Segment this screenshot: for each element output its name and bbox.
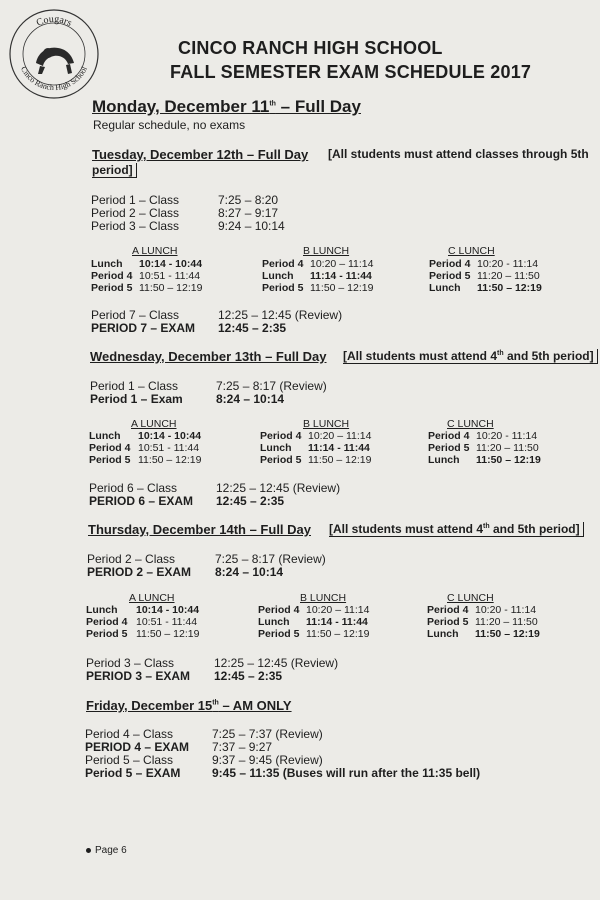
lunch-time: 10:14 - 10:44 (138, 430, 202, 442)
lunch-time: 10:20 - 11:14 (476, 430, 538, 442)
fri-row-time: 7:25 – 7:37 (Review) (212, 727, 323, 741)
school-name: CINCO RANCH HIGH SCHOOL (178, 38, 443, 58)
lunch-label: Lunch (262, 270, 294, 282)
lunch-label: Period 5 (89, 454, 131, 466)
lunch-label: Lunch (86, 604, 118, 616)
tue-exam-time: 12:45 – 2:35 (218, 321, 287, 335)
lunch-label: Period 4 (258, 604, 300, 616)
b-lunch-heading: B LUNCH (303, 245, 350, 257)
lunch-label: Period 5 (262, 282, 304, 294)
wed-row-time: 7:25 – 8:17 (Review) (216, 379, 327, 393)
lunch-label: Lunch (429, 282, 461, 294)
lunch-time: 10:51 - 11:44 (136, 616, 198, 628)
lunch-time: 11:20 – 11:50 (476, 442, 539, 454)
b-lunch-heading: B LUNCH (303, 418, 350, 430)
tue-row-time: 8:27 – 9:17 (218, 206, 279, 220)
lunch-label: Period 4 (260, 430, 302, 442)
wednesday-heading: Wednesday, December 13th – Full Day (90, 349, 327, 364)
lunch-time: 10:20 – 11:14 (310, 258, 374, 270)
tue-exam-label: PERIOD 7 – EXAM (91, 321, 196, 335)
a-lunch-heading: A LUNCH (129, 592, 175, 604)
lunch-time: 11:50 – 12:19 (306, 628, 370, 640)
svg-text:Cinco Ranch High School: Cinco Ranch High School (19, 64, 89, 93)
tuesday-note: [All students must attend classes through 5th (328, 147, 589, 161)
thu-row-time: 7:25 – 8:17 (Review) (215, 552, 326, 566)
lunch-time: 10:14 - 10:44 (139, 258, 203, 270)
lunch-time: 11:50 – 12:19 (139, 282, 203, 294)
lunch-time: 10:20 - 11:14 (475, 604, 537, 616)
lunch-label: Period 5 (428, 442, 470, 454)
lunch-label: Period 4 (91, 270, 133, 282)
lunch-time: 11:50 – 12:19 (476, 454, 541, 466)
lunch-label: Period 4 (429, 258, 471, 270)
friday-heading: Friday, December 15th – AM ONLY (86, 698, 292, 713)
lunch-label: Period 5 (260, 454, 302, 466)
lunch-label: Period 5 (427, 616, 469, 628)
lunch-time: 11:50 – 12:19 (475, 628, 540, 640)
thu-row-label: Period 2 – Class (87, 552, 176, 566)
tue-row-label: Period 1 – Class (91, 193, 180, 207)
thu-exam2-time: 12:45 – 2:35 (214, 669, 283, 683)
wed-exam2-label: PERIOD 6 – EXAM (89, 494, 194, 508)
tuesday-heading: Tuesday, December 12th – Full Day (92, 147, 309, 162)
lunch-label: Period 5 (91, 282, 133, 294)
tue-after-label: Period 7 – Class (91, 308, 180, 322)
thursday-note: [All students must attend 4th and 5th period] (329, 522, 584, 536)
thursday-heading: Thursday, December 14th – Full Day (88, 522, 311, 537)
page-footer (86, 845, 127, 856)
svg-text:Cougars: Cougars (34, 13, 74, 29)
lunch-time: 10:51 - 11:44 (139, 270, 201, 282)
lunch-label: Lunch (89, 430, 121, 442)
fri-exam-label: PERIOD 4 – EXAM (85, 740, 190, 754)
lunch-label: Period 4 (427, 604, 469, 616)
lunch-label: Period 5 (429, 270, 471, 282)
tue-row-time: 7:25 – 8:20 (218, 193, 279, 207)
lunch-time: 10:20 – 11:14 (308, 430, 372, 442)
lunch-time: 11:14 - 11:44 (310, 270, 372, 282)
lunch-label: Period 4 (86, 616, 128, 628)
c-lunch-heading: C LUNCH (448, 245, 495, 257)
wed-after-time: 12:25 – 12:45 (Review) (216, 481, 341, 495)
lunch-time: 10:51 - 11:44 (138, 442, 200, 454)
fri-row-time: 9:37 – 9:45 (Review) (212, 753, 323, 767)
lunch-label: Lunch (91, 258, 123, 270)
wed-exam2-time: 12:45 – 2:35 (216, 494, 285, 508)
lunch-time: 11:50 – 12:19 (136, 628, 200, 640)
lunch-label: Period 5 (258, 628, 300, 640)
monday-heading: Monday, December 11th – Full Day (92, 97, 361, 116)
tue-row-time: 9:24 – 10:14 (218, 219, 285, 233)
lunch-label: Period 4 (89, 442, 131, 454)
tue-row-label: Period 2 – Class (91, 206, 180, 220)
fri-exam2-label: Period 5 – EXAM (85, 766, 181, 780)
fri-row-label: Period 4 – Class (85, 727, 174, 741)
lunch-time: 11:50 – 12:19 (477, 282, 542, 294)
lunch-label: Period 4 (428, 430, 470, 442)
lunch-label: Lunch (428, 454, 460, 466)
lunch-time: 11:14 - 11:44 (306, 616, 368, 628)
b-lunch-heading: B LUNCH (300, 592, 347, 604)
thu-exam-time: 8:24 – 10:14 (215, 565, 284, 579)
tue-after-time: 12:25 – 12:45 (Review) (218, 308, 343, 322)
lunch-label: Period 4 (262, 258, 304, 270)
lunch-time: 10:20 - 11:14 (477, 258, 539, 270)
cougar-mascot-icon (36, 48, 74, 74)
tue-row-label: Period 3 – Class (91, 219, 180, 233)
lunch-time: 11:50 – 12:19 (310, 282, 374, 294)
lunch-time: 11:14 - 11:44 (308, 442, 370, 454)
a-lunch-heading: A LUNCH (132, 245, 178, 257)
thu-after-label: Period 3 – Class (86, 656, 175, 670)
a-lunch-heading: A LUNCH (131, 418, 177, 430)
thu-exam-label: PERIOD 2 – EXAM (87, 565, 192, 579)
thu-exam2-label: PERIOD 3 – EXAM (86, 669, 191, 683)
monday-subtext: Regular schedule, no exams (93, 118, 246, 132)
wed-exam-label: Period 1 – Exam (90, 392, 183, 406)
wed-exam-time: 8:24 – 10:14 (216, 392, 285, 406)
tuesday-note-cont: period] (92, 163, 137, 177)
fri-exam-time: 7:37 – 9:27 (212, 740, 273, 754)
lunch-label: Period 5 (86, 628, 128, 640)
lunch-time: 11:50 – 12:19 (308, 454, 372, 466)
lunch-time: 11:50 – 12:19 (138, 454, 202, 466)
schedule-title: FALL SEMESTER EXAM SCHEDULE 2017 (170, 62, 532, 82)
lunch-label: Lunch (260, 442, 292, 454)
lunch-time: 11:20 – 11:50 (477, 270, 540, 282)
wed-after-label: Period 6 – Class (89, 481, 178, 495)
lunch-time: 11:20 – 11:50 (475, 616, 538, 628)
bullet-icon (86, 848, 91, 853)
lunch-time: 10:20 – 11:14 (306, 604, 370, 616)
fri-exam2-time: 9:45 – 11:35 (Buses will run after the 11:35 bell) (212, 766, 481, 780)
c-lunch-heading: C LUNCH (447, 418, 494, 430)
fri-row-label: Period 5 – Class (85, 753, 174, 767)
lunch-label: Lunch (427, 628, 459, 640)
cougars-seal-logo (8, 8, 100, 100)
lunch-time: 10:14 - 10:44 (136, 604, 200, 616)
thu-after-time: 12:25 – 12:45 (Review) (214, 656, 339, 670)
page-number: Page 6 (95, 845, 127, 856)
lunch-label: Lunch (258, 616, 290, 628)
wed-row-label: Period 1 – Class (90, 379, 179, 393)
wednesday-note: [All students must attend 4th and 5th period] (343, 349, 598, 363)
c-lunch-heading: C LUNCH (447, 592, 494, 604)
